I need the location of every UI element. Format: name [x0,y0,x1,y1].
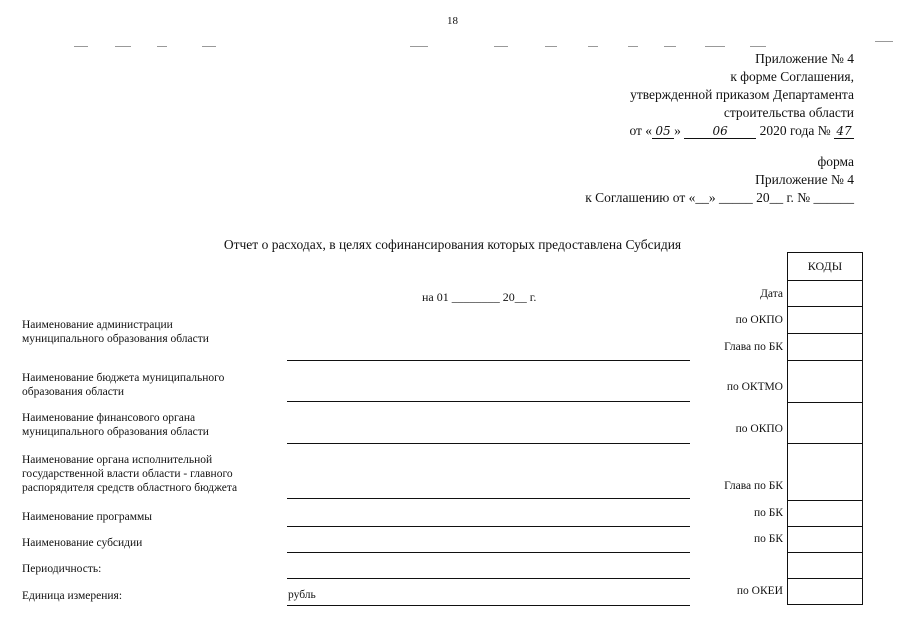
scan-artifact [545,46,557,47]
code-cell-periodicity[interactable] [788,553,863,579]
scan-artifact [494,46,508,47]
appendix-line: строительства области [723,105,854,120]
code-label-okpo: по ОКПО [735,314,783,326]
code-cell-bk[interactable] [788,501,863,527]
document-title: Отчет о расходах, в целях софинансирования которых предоставлена Субсидия [223,237,682,252]
code-cell-glava-bk[interactable] [788,334,863,361]
code-cell-date[interactable] [788,281,863,307]
scan-artifact [115,46,131,47]
field-admin-name-line[interactable] [287,360,690,361]
code-cell-oktmo[interactable] [788,361,863,403]
field-exec-organ-line[interactable] [287,498,690,499]
code-cell-okpo[interactable] [788,307,863,334]
scan-artifact [875,41,893,42]
field-unit-label: Единица измерения: [22,590,123,602]
field-program-label: Наименование программы [22,511,153,523]
date-mid: » [674,123,681,138]
codes-table [787,252,863,605]
field-budget-name-label: Наименование бюджета муниципального образования области [22,372,225,398]
form-header-line: Приложение № 4 [755,172,854,187]
field-fin-organ-line[interactable] [287,443,690,444]
field-periodicity-line[interactable] [287,578,690,579]
field-unit-line[interactable] [287,605,690,606]
scan-artifact [628,46,638,47]
field-exec-organ-label: Наименование органа исполнительной государственной власти области - главного распорядителя средств областного бюджета [22,454,238,494]
form-header-block [585,153,854,207]
report-date: на 01 ________ 20__ г. [422,290,537,304]
code-cell-glava-bk[interactable] [788,444,863,501]
appendix-block [629,50,854,140]
field-periodicity-label: Периодичность: [22,563,102,575]
code-cell-okei[interactable] [788,579,863,605]
code-label-bk: по БК [753,507,783,519]
date-prefix: от « [629,123,653,138]
code-cell-bk[interactable] [788,527,863,553]
scan-artifact [410,46,428,47]
page-number: 18 [447,15,458,27]
handwritten-day: 05 [652,124,674,139]
code-label-bk: по БК [753,533,783,545]
field-budget-name-line[interactable] [287,401,690,402]
scan-artifact [705,46,725,47]
field-subsidy-line[interactable] [287,552,690,553]
appendix-date-line [629,122,854,140]
field-admin-name-label: Наименование администрации муниципального образования области [22,319,209,345]
code-label-okpo: по ОКПО [735,423,783,435]
code-label-date: Дата [760,288,783,300]
scan-artifact [202,46,216,47]
scan-artifact [157,46,167,47]
scan-artifact [664,46,676,47]
appendix-line: к форме Соглашения, [730,69,854,84]
appendix-line: утвержденной приказом Департамента [630,87,854,102]
field-fin-organ-label: Наименование финансового органа муниципального образования области [22,412,209,438]
code-cell-okpo[interactable] [788,403,863,444]
field-subsidy-label: Наименование субсидии [22,537,143,549]
code-label-okei: по ОКЕИ [736,585,783,597]
scan-artifact [588,46,598,47]
code-label-oktmo: по ОКТМО [726,381,783,393]
form-header-line: форма [817,154,854,169]
handwritten-number: 47 [834,124,854,139]
field-program-line[interactable] [287,526,690,527]
scan-artifact [750,46,766,47]
field-unit-value: рубль [288,589,316,601]
appendix-line: Приложение № 4 [755,51,854,66]
scan-artifact [74,46,88,47]
codes-header: КОДЫ [788,253,863,281]
form-header-line: к Соглашению от «__» _____ 20__ г. № ______ [585,190,854,205]
code-label-glava-bk: Глава по БК [724,480,783,492]
code-label-glava-bk: Глава по БК [724,341,783,353]
handwritten-month: 06 [684,124,756,139]
date-year-text: 2020 года № [759,123,831,138]
